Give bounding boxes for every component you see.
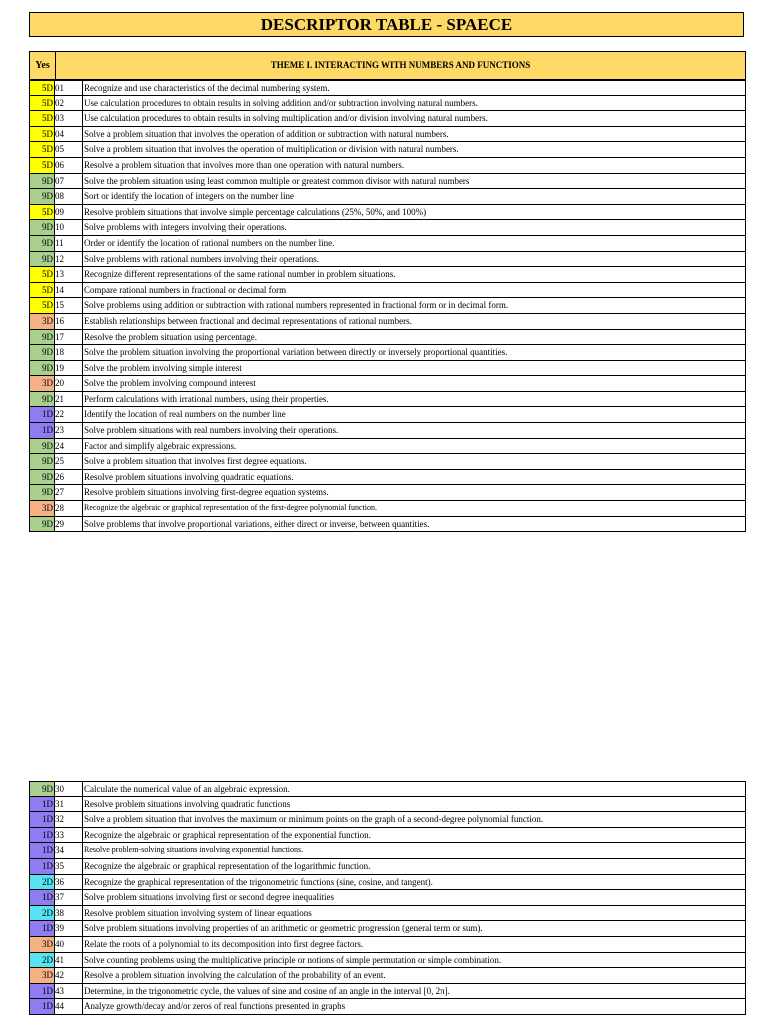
table-row [29, 314, 746, 330]
level-code: 1D [30, 999, 55, 1014]
descriptor-number: 01 [55, 81, 83, 95]
level-code: 9D [30, 236, 55, 251]
descriptor-text: Resolve problem situation involving system of linear equations [84, 907, 312, 918]
descriptor-number: 08 [55, 189, 83, 204]
descriptor-number: 38 [55, 906, 83, 921]
table-row [29, 236, 746, 252]
level-code: 2D [30, 906, 55, 921]
table-row [29, 875, 746, 891]
descriptor-number: 03 [55, 111, 83, 126]
descriptor-number: 24 [55, 439, 83, 454]
descriptor-number: 13 [55, 267, 83, 282]
level-code: 3D [30, 501, 55, 516]
table-row [29, 968, 746, 984]
yes-header: Yes [30, 52, 56, 79]
table-row [29, 423, 746, 439]
level-code: 3D [30, 937, 55, 952]
table-row [29, 501, 746, 517]
table-row [29, 220, 746, 236]
descriptor-number: 04 [55, 127, 83, 142]
descriptor-number: 02 [55, 96, 83, 111]
table-row [29, 298, 746, 314]
descriptor-number: 05 [55, 142, 83, 157]
descriptor-number: 15 [55, 298, 83, 313]
descriptor-text: Resolve problem situations involving quadratic equations. [84, 471, 294, 482]
table-row [29, 111, 746, 127]
descriptor-number: 22 [55, 407, 83, 422]
table-row [29, 330, 746, 346]
descriptor-text: Resolve problem situations that involve simple percentage calculations (25%, 50%, and 100%) [84, 206, 427, 217]
descriptor-number: 30 [55, 782, 83, 796]
descriptor-text: Solve a problem situation that involves the operation of multiplication or division with natural numbers. [84, 144, 459, 155]
descriptor-number: 35 [55, 859, 83, 874]
descriptor-text: Use calculation procedures to obtain results in solving multiplication and/or division involving natural numbers. [84, 113, 488, 124]
descriptor-number: 10 [55, 220, 83, 235]
descriptor-number: 44 [55, 999, 83, 1014]
level-code: 9D [30, 189, 55, 204]
level-code: 1D [30, 984, 55, 999]
level-code: 1D [30, 828, 55, 843]
descriptor-text: Solve a problem situation that involves the maximum or minimum points on the graph of a second-degree polynomial function. [84, 814, 544, 825]
descriptor-text: Solve problem situations involving properties of an arithmetic or geometric progression (general term or sum). [84, 923, 483, 934]
level-code: 9D [30, 361, 55, 376]
descriptor-number: 20 [55, 376, 83, 391]
table-row [29, 158, 746, 174]
descriptor-text: Solve counting problems using the multiplicative principle or notions of simple permutation or simple combination. [84, 954, 502, 965]
level-code: 9D [30, 439, 55, 454]
descriptor-text: Solve problems with rational numbers involving their operations. [84, 253, 319, 264]
descriptor-number: 27 [55, 485, 83, 500]
level-code: 5D [30, 158, 55, 173]
descriptor-text: Solve the problem situation using least common multiple or greatest common divisor with natural numbers [84, 175, 470, 186]
descriptor-text: Analyze growth/decay and/or zeros of real functions presented in graphs [84, 1001, 346, 1012]
table-row [29, 485, 746, 501]
level-code: 5D [30, 205, 55, 220]
descriptor-text: Resolve the problem situation using percentage. [84, 331, 257, 342]
descriptor-text: Solve problem situations with real numbers involving their operations. [84, 425, 339, 436]
descriptor-text: Resolve problem situations involving quadratic functions [84, 798, 291, 809]
level-code: 1D [30, 797, 55, 812]
descriptor-text: Recognize the graphical representation of the trigonometric functions (sine, cosine, and tangent). [84, 876, 433, 887]
descriptor-number: 16 [55, 314, 83, 329]
descriptor-number: 11 [55, 236, 83, 251]
descriptor-number: 17 [55, 330, 83, 345]
descriptor-text: Sort or identify the location of integers on the number line [84, 191, 294, 202]
descriptor-number: 41 [55, 953, 83, 968]
table-row [29, 376, 746, 392]
descriptor-text: Solve problems that involve proportional variations, either direct or inverse, between quantities. [84, 518, 430, 529]
level-code: 1D [30, 423, 55, 438]
descriptor-text: Recognize the algebraic or graphical representation of the exponential function. [84, 829, 371, 840]
level-code: 5D [30, 96, 55, 111]
level-code: 3D [30, 376, 55, 391]
level-code: 3D [30, 314, 55, 329]
level-code: 9D [30, 470, 55, 485]
descriptor-text: Recognize different representations of the same rational number in problem situations. [84, 269, 396, 280]
theme-header: THEME I. INTERACTING WITH NUMBERS AND FUNCTIONS [270, 60, 531, 70]
table-row [29, 999, 746, 1015]
descriptor-number: 42 [55, 968, 83, 983]
descriptor-table-block-1 [29, 80, 746, 532]
table-header [29, 51, 746, 80]
descriptor-number: 43 [55, 984, 83, 999]
descriptor-number: 39 [55, 921, 83, 936]
table-row [29, 361, 746, 377]
table-row [29, 828, 746, 844]
level-code: 1D [30, 890, 55, 905]
descriptor-table-block-2 [29, 781, 746, 1015]
table-row [29, 392, 746, 408]
descriptor-text: Compare rational numbers in fractional or decimal form [84, 284, 287, 295]
level-code: 2D [30, 953, 55, 968]
descriptor-text: Determine, in the trigonometric cycle, the values of sine and cosine of an angle in the interval [0, 2π]. [84, 985, 450, 996]
descriptor-number: 40 [55, 937, 83, 952]
level-code: 9D [30, 345, 55, 360]
descriptor-text: Recognize the algebraic or graphical representation of the logarithmic function. [84, 860, 371, 871]
descriptor-text: Solve the problem situation involving the proportional variation between directly or inversely proportional quantities. [84, 347, 508, 358]
table-row [29, 781, 746, 797]
descriptor-number: 09 [55, 205, 83, 220]
level-code: 2D [30, 875, 55, 890]
descriptor-text: Use calculation procedures to obtain results in solving addition and/or subtraction involving natural numbers. [84, 97, 478, 108]
table-row [29, 470, 746, 486]
table-row [29, 454, 746, 470]
descriptor-number: 23 [55, 423, 83, 438]
table-row [29, 797, 746, 813]
descriptor-text: Solve a problem situation that involves first degree equations. [84, 456, 307, 467]
descriptor-text: Solve problems using addition or subtraction with rational numbers represented in fractional form or in decimal form. [84, 300, 509, 311]
level-code: 5D [30, 267, 55, 282]
descriptor-text: Recognize the algebraic or graphical representation of the first-degree polynomial function. [84, 503, 377, 513]
level-code: 1D [30, 843, 55, 858]
descriptor-number: 12 [55, 252, 83, 267]
table-row [29, 252, 746, 268]
descriptor-number: 33 [55, 828, 83, 843]
descriptor-number: 28 [55, 501, 83, 516]
descriptor-text: Solve problem situations involving first or second degree inequalities [84, 892, 334, 903]
descriptor-number: 07 [55, 174, 83, 189]
level-code: 5D [30, 142, 55, 157]
level-code: 9D [30, 392, 55, 407]
table-row [29, 937, 746, 953]
table-row [29, 407, 746, 423]
descriptor-number: 19 [55, 361, 83, 376]
level-code: 9D [30, 782, 55, 796]
table-row [29, 283, 746, 299]
descriptor-text: Resolve problem-solving situations involving exponential functions. [84, 845, 304, 855]
table-row [29, 189, 746, 205]
level-code: 3D [30, 968, 55, 983]
descriptor-text: Solve the problem involving simple interest [84, 362, 242, 373]
descriptor-number: 21 [55, 392, 83, 407]
table-row [29, 517, 746, 533]
descriptor-number: 37 [55, 890, 83, 905]
table-row [29, 267, 746, 283]
descriptor-number: 26 [55, 470, 83, 485]
descriptor-text: Solve problems with integers involving their operations. [84, 222, 287, 233]
level-code: 5D [30, 111, 55, 126]
descriptor-text: Identify the location of real numbers on the number line [84, 409, 286, 420]
descriptor-text: Perform calculations with irrational numbers, using their properties. [84, 393, 329, 404]
descriptor-number: 36 [55, 875, 83, 890]
table-row [29, 906, 746, 922]
descriptor-text: Factor and simplify algebraic expressions. [84, 440, 237, 451]
level-code: 1D [30, 859, 55, 874]
level-code: 5D [30, 283, 55, 298]
descriptor-text: Resolve a problem situation that involves more than one operation with natural numbers. [84, 159, 405, 170]
table-row [29, 812, 746, 828]
level-code: 9D [30, 330, 55, 345]
table-row [29, 205, 746, 221]
descriptor-text: Resolve problem situations involving first-degree equation systems. [84, 487, 329, 498]
level-code: 9D [30, 220, 55, 235]
level-code: 1D [30, 812, 55, 827]
level-code: 5D [30, 81, 55, 95]
descriptor-text: Recognize and use characteristics of the decimal numbering system. [84, 83, 330, 93]
level-code: 1D [30, 921, 55, 936]
table-row [29, 843, 746, 859]
table-row [29, 96, 746, 112]
descriptor-text: Relate the roots of a polynomial to its decomposition into first degree factors. [84, 938, 364, 949]
table-row [29, 859, 746, 875]
table-row [29, 345, 746, 361]
descriptor-text: Solve a problem situation that involves the operation of addition or subtraction with natural numbers. [84, 128, 449, 139]
level-code: 1D [30, 407, 55, 422]
level-code: 9D [30, 454, 55, 469]
descriptor-number: 06 [55, 158, 83, 173]
descriptor-text: Calculate the numerical value of an algebraic expression. [84, 784, 290, 794]
table-row [29, 127, 746, 143]
table-row [29, 80, 746, 96]
descriptor-number: 34 [55, 843, 83, 858]
table-row [29, 439, 746, 455]
descriptor-number: 18 [55, 345, 83, 360]
descriptor-number: 14 [55, 283, 83, 298]
table-row [29, 174, 746, 190]
descriptor-number: 25 [55, 454, 83, 469]
table-row [29, 921, 746, 937]
descriptor-text: Establish relationships between fractional and decimal representations of rational numbers. [84, 315, 412, 326]
level-code: 9D [30, 174, 55, 189]
descriptor-text: Resolve a problem situation involving the calculation of the probability of an event. [84, 970, 386, 981]
descriptor-number: 29 [55, 517, 83, 532]
level-code: 5D [30, 127, 55, 142]
level-code: 9D [30, 517, 55, 532]
table-row [29, 142, 746, 158]
descriptor-number: 31 [55, 797, 83, 812]
table-row [29, 984, 746, 1000]
descriptor-number: 32 [55, 812, 83, 827]
table-row [29, 953, 746, 969]
level-code: 5D [30, 298, 55, 313]
descriptor-text: Order or identify the location of rational numbers on the number line. [84, 237, 335, 248]
descriptor-text: Solve the problem involving compound interest [84, 378, 256, 389]
level-code: 9D [30, 485, 55, 500]
table-row [29, 890, 746, 906]
page-title: DESCRIPTOR TABLE - SPAECE [29, 12, 744, 37]
level-code: 9D [30, 252, 55, 267]
